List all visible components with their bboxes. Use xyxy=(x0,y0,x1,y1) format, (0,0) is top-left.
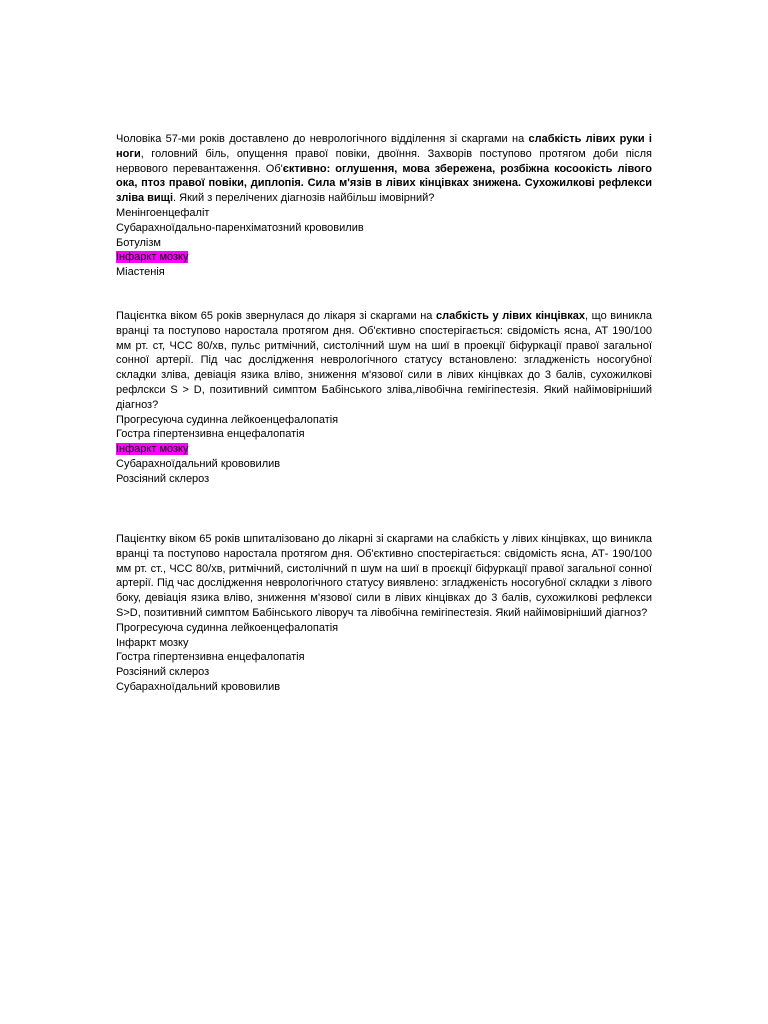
answer-options xyxy=(116,621,652,695)
answer-option-text: Субарахноїдальний крововилив xyxy=(116,457,281,470)
question-stem xyxy=(116,532,652,621)
answer-option-highlighted xyxy=(116,442,652,457)
answer-option-text: Гостра гіпертензивна енцефалопатія xyxy=(116,428,305,441)
question-stem xyxy=(116,309,652,413)
answer-option xyxy=(116,413,652,428)
answer-options xyxy=(116,206,652,280)
answer-option xyxy=(116,427,652,442)
answer-option xyxy=(116,472,652,487)
stem-text: Пацієнтку віком 65 років шпиталізовано до лікарні зі скаргами на слабкість у лівих кінцівках, що виникла вранці та поступово наростала протягом дня. Об'єктивно спостерігається: свідомість ясна, АТ- 190/100 мм рт. ст., ЧСС 80/хв, ритмічний, систолічний п шум на шиї в проєкції біфуркації правої загальної сонної артерії. Під час дослідження неврологічного статусу виявлено: згладженість носогубної складки з лівого боку, девіація язика вліво, зниження м'язової сили в лівих кінцівках до 3 балів, сухожилкові рефлекси S>D, позитивний симптом Бабінського ліворуч та лівобічна гемігіпестезія. Який найімовірніший діагноз? xyxy=(116,533,652,619)
answer-option xyxy=(116,665,652,680)
answer-option-text-highlighted: Інфаркт мозку xyxy=(116,251,189,264)
stem-text: , що виникла вранці та поступово наростала протягом дня. Об'єктивно спостерігається: свідомість ясна, АТ 190/100 мм рт. ст, ЧСС 80/хв, пульс ритмічний, систолічний шум на шиї в проекції біфуркації правої загальної сонної артерії. Під час дослідження неврологічного статусу встановлено: згладженість носогубної складки зліва, девіація язика вліво, зниження м'язової сили в лівих кінцівках до 3 балів, сухожилкові рефлскси S > D, позитивний симптом Бабінського зліва,лівобічна гемігіпестезія. Який найімовірніший діагноз? xyxy=(116,310,652,411)
answer-option xyxy=(116,221,652,236)
answer-option-text: Субарахноїдально-паренхіматозний крововилив xyxy=(116,221,364,234)
question-stem xyxy=(116,132,652,206)
stem-bold-text: єктивно: оглушення, мова збережена, розбіжна косоокість лівого ока, птоз правої повіки, диплопія. Сила м'язів в лівих кінцівках знижена. Сухожилкові рефлекси зліва вищі xyxy=(116,162,652,205)
question-1 xyxy=(116,132,652,280)
stem-text: Пацієнтка віком 65 років звернулася до лікаря зі скаргами на xyxy=(116,310,437,322)
question-2 xyxy=(116,309,652,487)
stem-text: . Який з перелічених діагнозів найбільш імовірний? xyxy=(173,192,435,205)
answer-option-text: Прогресуюча судинна лейкоенцефалопатія xyxy=(116,621,339,634)
answer-option-text: Ботулізм xyxy=(116,236,161,249)
answer-option-text: Розсіяний склероз xyxy=(116,472,210,485)
answer-option-text: Розсіяний склероз xyxy=(116,666,210,679)
answer-option-highlighted xyxy=(116,250,652,265)
answer-options xyxy=(116,413,652,487)
answer-option-text: Прогресуюча судинна лейкоенцефалопатія xyxy=(116,413,339,426)
answer-option-text-highlighted: Інфаркт мозку xyxy=(116,443,189,456)
answer-option xyxy=(116,265,652,280)
answer-option xyxy=(116,680,652,695)
answer-option-text: Інфаркт мозку xyxy=(116,636,189,649)
answer-option xyxy=(116,636,652,651)
question-3 xyxy=(116,532,652,695)
stem-text: Чоловіка 57-ми років доставлено до неврологічного відділення зі скаргами на xyxy=(116,133,529,145)
answer-option-text: Менінгоенцефаліт xyxy=(116,206,210,219)
answer-option-text: Гостра гіпертензивна енцефалопатія xyxy=(116,651,305,664)
answer-option-text: Міастенія xyxy=(116,266,165,279)
answer-option xyxy=(116,236,652,251)
answer-option xyxy=(116,621,652,636)
stem-text: , головний біль, опущення правої повіки, двоїння. Захворів поступово протягом доби після нервового перевантаження. Об' xyxy=(116,147,652,175)
stem-bold-text: слабкість лівих руки і ноги xyxy=(116,133,652,160)
stem-bold-text: слабкість у лівих кінцівках xyxy=(436,310,585,322)
answer-option-text: Субарахноїдальний крововилив xyxy=(116,680,281,693)
answer-option xyxy=(116,206,652,221)
answer-option xyxy=(116,457,652,472)
answer-option xyxy=(116,650,652,665)
